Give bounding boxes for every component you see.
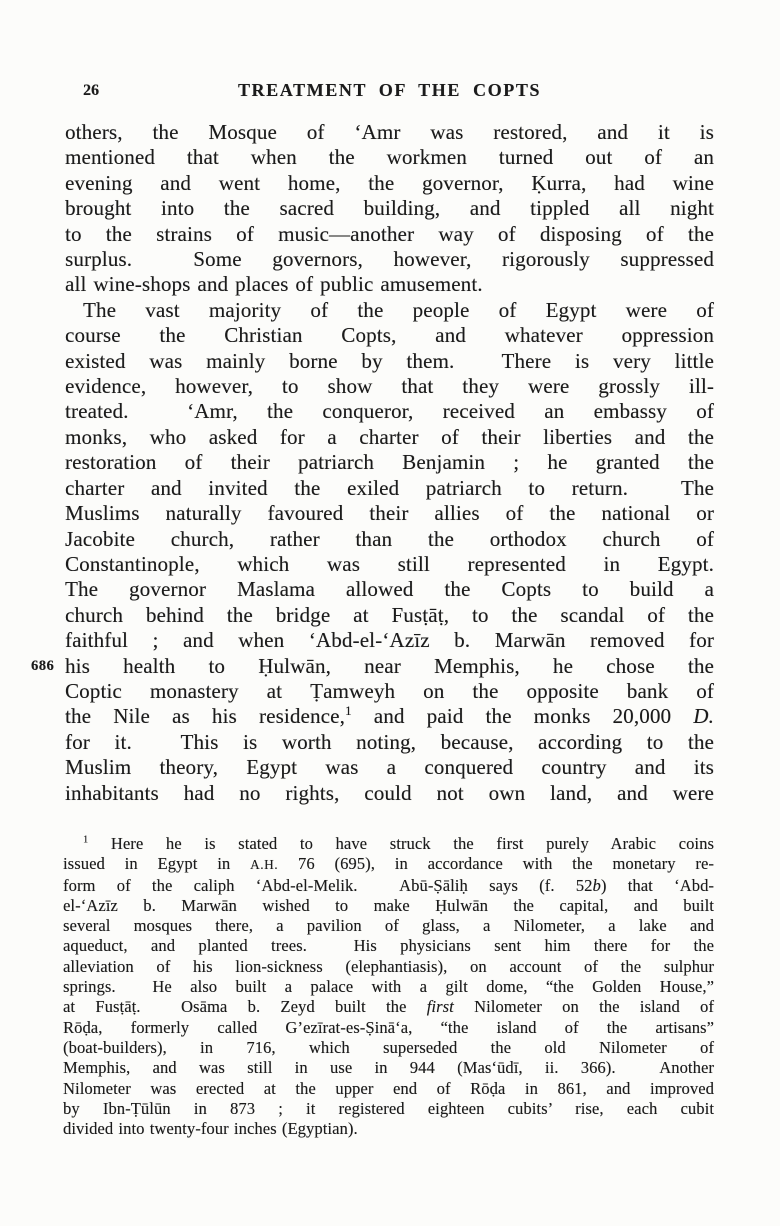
text-line: church behind the bridge at Fusṭāṭ, to the scandal of the (65, 602, 714, 627)
footnote-line: Rōḍa, formerly called G’ezīrat-es-Ṣinā‘a, “the island of the artisans” (63, 1017, 714, 1037)
page-number: 26 (83, 82, 99, 99)
text-line: The vast majority of the people of Egypt were of (83, 297, 714, 322)
text-line: inhabitants had no rights, could not own land, and were (65, 780, 714, 805)
footnote-line: form of the caliph ‘Abd-el-Melik. Abū-Ṣāliḥ says (f. 52b) that ‘Abd- (63, 875, 715, 895)
footnote-line: springs. He also built a palace with a gilt dome, “the Golden House,” (63, 977, 714, 997)
text-line: Constantinople, which was still represented in Egypt. (65, 551, 714, 576)
text-line: monks, who asked for a charter of their liberties and the (65, 424, 714, 449)
text-line: evening and went home, the governor, Ḳurra, had wine (65, 170, 714, 195)
text-line: Muslims naturally favoured their allies of the national or (65, 501, 714, 526)
text-line: course the Christian Copts, and whatever oppression (65, 323, 714, 348)
text-line: to the strains of music—another way of disposing of the (65, 221, 714, 246)
footnote-line: Nilometer was erected at the upper end of Rōḍa in 861, and improved (63, 1078, 714, 1098)
text-line: Coptic monastery at Ṭamweyh on the opposite bank of (65, 678, 714, 703)
text-line: mentioned that when the workmen turned out of an (65, 145, 714, 170)
text-line: his health to Ḥulwān, near Memphis, he chose the (65, 653, 714, 678)
footnote-line: aqueduct, and planted trees. His physicians sent him there for the (63, 936, 714, 956)
footnote-line: at Fusṭāṭ. Osāma b. Zeyd built the first Nilometer on the island of (63, 997, 714, 1017)
body-text-block (65, 120, 714, 806)
footnote-line: Memphis, and was still in use in 944 (Mas‘ūdī, ii. 366). Another (63, 1058, 714, 1078)
footnote-line: divided into twenty-four inches (Egyptian). (63, 1119, 358, 1139)
margin-year-note: 686 (31, 658, 55, 674)
footnote-block (63, 834, 714, 1139)
text-line: existed was mainly borne by them. There is very little (65, 348, 714, 373)
footnote-line: (boat-builders), in 716, which superseded the old Nilometer of (63, 1037, 714, 1057)
footnote-line: by Ibn-Ṭūlūn in 873 ; it registered eighteen cubits’ rise, each cubit (63, 1098, 714, 1118)
text-line: faithful ; and when ‘Abd-el-‘Azīz b. Marwān removed for (65, 628, 714, 653)
text-line: Muslim theory, Egypt was a conquered country and its (65, 755, 714, 780)
footnote-line: $^1$ Here he is stated to have struck the first purely Arabic coins (83, 834, 714, 853)
text-line: treated. ‘Amr, the conqueror, received an embassy of (65, 399, 714, 424)
page-header (65, 80, 714, 102)
text-line: for it. This is worth noting, because, according to the (65, 729, 714, 754)
footnote-line: el-‘Azīz b. Marwān wished to make Ḥulwān the capital, and built (63, 895, 714, 915)
text-line: brought into the sacred building, and tippled all night (65, 196, 714, 221)
text-line: The governor Maslama allowed the Copts to build a (65, 577, 714, 602)
text-line: all wine-shops and places of public amusement. (65, 272, 483, 297)
text-line: charter and invited the exiled patriarch to return. The (65, 475, 714, 500)
text-line: the Nile as his residence,$^1$ and paid the monks 20,000 D. (65, 703, 714, 729)
text-line: restoration of their patriarch Benjamin ; he granted the (65, 450, 714, 475)
footnote-line: issued in Egypt in A.H. 76 (695), in accordance with the monetary re- (63, 854, 714, 874)
text-line: Jacobite church, rather than the orthodox church of (65, 526, 714, 551)
text-line: others, the Mosque of ‘Amr was restored, and it is (65, 120, 714, 144)
text-line: evidence, however, to show that they were grossly ill- (65, 374, 714, 399)
footnote-line: alleviation of his lion-sickness (elephantiasis), on account of the sulphur (63, 956, 714, 976)
footnote-line: several mosques there, a pavilion of glass, a Nilometer, a lake and (63, 916, 714, 936)
text-line: surplus. Some governors, however, rigorously suppressed (65, 247, 714, 272)
running-head-title: TREATMENT OF THE COPTS (237, 80, 542, 100)
